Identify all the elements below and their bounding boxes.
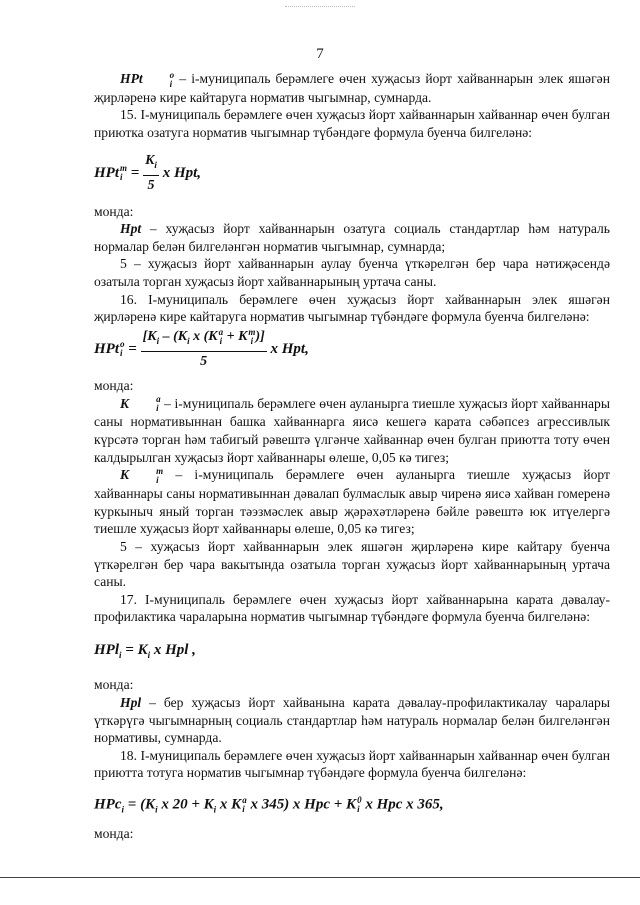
hpt-symbol: Hpt <box>120 221 142 237</box>
page-content <box>94 70 610 843</box>
formula-hpl: $HPl_i = K_i$ x Hpl , <box>94 641 196 660</box>
kim-symbol: K m i <box>120 466 164 486</box>
monda-label-1: монда: <box>94 203 134 219</box>
paragraph-15: 15. I-муниципаль берәмлеге өчен хуҗасыз йорт хайваннарын хайваннар өчен булган приютка озатуга норматив чыгымнар түбәндәге формула буенча билгеләнә: <box>94 107 610 141</box>
hpl-definition: Hpl – бер хуҗасыз йорт хайванына карата дәвалау-профилактикалау чаралары үткәрүгә чыгымнарның социаль стандартлар һәм натураль нормалар белән билгеләнгән нормативы, сумнарда. <box>94 695 610 746</box>
kia-definition: K a i – і-муниципаль берәмлеге өчен ауланырга тиешле хуҗасыз йорт хайваннары саны нормативыннан башка хайваннарга яисә кешегә карата сәбәпсез агрессивлык күрсәтә торган һәм табигый рәвештә үлгәнче хайваннар өчен булган приютта тоту өчен калдырылган хуҗасыз йорт хайваннары өлеше, 0,05 кә тигез; <box>94 394 610 465</box>
kim-definition: K m i – і-муниципаль берәмлеге өчен ауланырга тиешле хуҗасыз йорт хайваннары саны нормативыннан дәвалап булмаслык авыр чиренә яисә хайван гомеренә куркыныч яный торган тәэзмәслек авыр җәрәхәтләренә бәйле рәвештә юк итүелергә тиешле хуҗасыз йорт хайваннары өлеше, 0,05 кә тигез; <box>94 466 610 537</box>
five-definition-1: 5 – хуҗасыз йорт хайваннарын аулау буенча үткәрелгән бер чара нәтиҗәсендә озатыла торган хуҗасыз йорт хайваннарының уртача саны. <box>94 256 610 290</box>
page-number: 7 <box>316 46 324 62</box>
monda-label-4: монда: <box>94 826 134 842</box>
formula-hptm: HPt m i = $\frac{K_i}{5}$ x Hpt, <box>94 152 202 194</box>
kia-symbol: K a i <box>120 394 161 414</box>
formula-hptm-fraction: $\frac{K_i}{5}$ <box>145 152 157 194</box>
hpl-symbol: Hpl <box>120 695 142 711</box>
hpto-symbol: HPt o i <box>120 69 175 89</box>
hpt-definition: Hpt – хуҗасыз йорт хайваннарын озатуга социаль стандартлар һәм натураль нормалар белән билгеләнгән норматив чыгымнар, сумнарда; <box>94 221 610 254</box>
paragraph-17: 17. I-муниципаль берәмлеге өчен хуҗасыз йорт хайваннарына карата дәвалау-профилактика чараларына норматив чыгымнар түбәндәге формула буенча билгеләнә: <box>94 591 610 625</box>
monda-label-3: монда: <box>94 677 134 693</box>
hpto-definition: HPt o i – і-муниципаль берәмлеге өчен хуҗасыз йорт хайваннарын элек яшәгән җирләренә кире кайтаруга норматив чыгымнар, сумнарда. <box>94 69 610 105</box>
formula-hpto: HPt o i = [$K_i - (K_i$ x (K a i + K m i )] 5 x Hpt, <box>94 326 309 370</box>
five-definition-2: 5 – хуҗасыз йорт хайваннарын элек яшәгән җирләренә кире кайтару буенча үткәрелгән бер чара вакытында озатыла торган хуҗасыз йорт хайваннарының уртача саны. <box>94 538 610 590</box>
scan-top-mark <box>285 6 355 7</box>
formula-hpc: $HPc_i = (K_i$ x $20 + K_i$ x K a i x 345) x Hpc + K 0 i x Hpc x 365, <box>94 795 444 815</box>
paragraph-18: 18. I-муниципаль берәмлеге өчен хуҗасыз йорт хайваннарын хайваннар өчен булган приютта тотуга норматив чыгымнар түбәндәге формула буенча билгеләнә: <box>94 747 610 781</box>
monda-label-2: монда: <box>94 378 134 393</box>
formula-hpto-fraction: [$K_i - (K_i$ x (K a i + K m i )] 5 <box>142 326 265 370</box>
page-bottom-border <box>0 877 640 878</box>
paragraph-16: 16. I-муниципаль берәмлеге өчен хуҗасыз йорт хайваннарын элек яшәгән җирләренә кире кайтаруга норматив чыгымнар түбәндәге формула буенча билгеләнә: <box>94 291 610 325</box>
